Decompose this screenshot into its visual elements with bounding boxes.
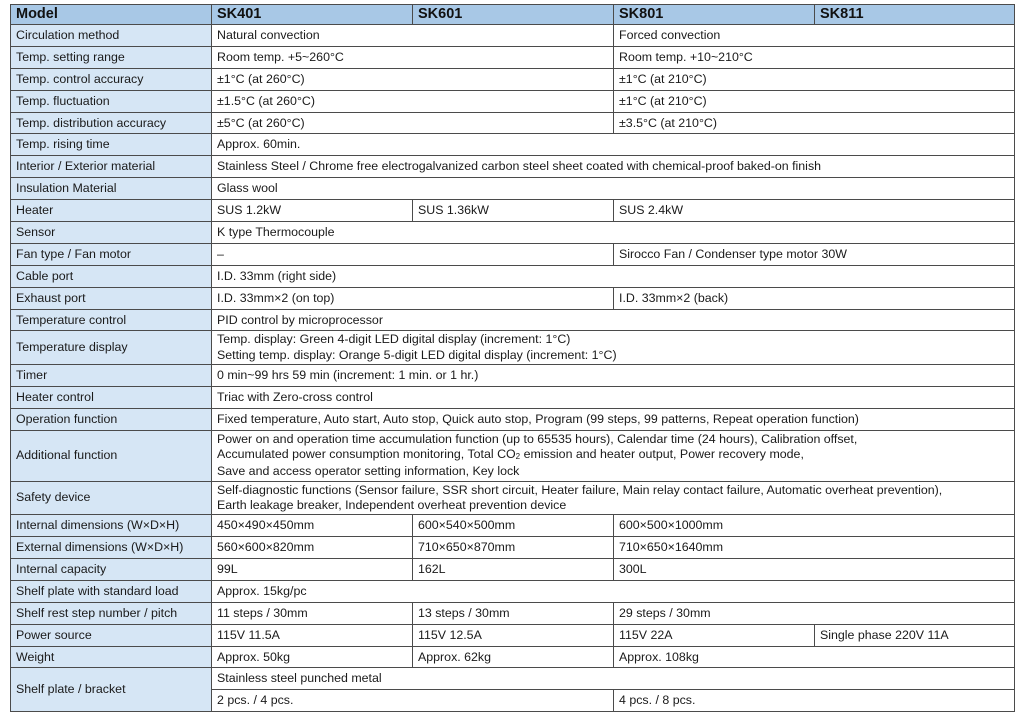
cell-line: Temp. display: Green 4-digit LED digital display (increment: 1°C)	[217, 332, 571, 347]
header-model-sk811: SK811	[815, 5, 1015, 25]
cell-value: 115V 11.5A	[212, 624, 413, 646]
cell-value: Approx. 62kg	[413, 646, 614, 668]
row-label: Temp. distribution accuracy	[11, 112, 212, 134]
header-model-label: Model	[11, 5, 212, 25]
row-interior-exterior-material	[11, 156, 1015, 178]
row-label: External dimensions (W×D×H)	[11, 537, 212, 559]
cell-value: –	[212, 243, 614, 265]
cell-value: Fixed temperature, Auto start, Auto stop, Quick auto stop, Program (99 steps, 99 patterns, Repeat operation function)	[212, 408, 1015, 430]
cell-value	[212, 481, 1015, 515]
cell-value: Approx. 108kg	[614, 646, 1015, 668]
cell-value: Stainless steel punched metal	[212, 668, 1015, 690]
row-temperature-display	[11, 331, 1015, 365]
cell-value: ±3.5°C (at 210°C)	[614, 112, 1015, 134]
cell-line: Save and access operator setting information, Key lock	[217, 464, 520, 479]
row-label: Cable port	[11, 265, 212, 287]
row-fan-type	[11, 243, 1015, 265]
header-model-sk401: SK401	[212, 5, 413, 25]
row-additional-function	[11, 430, 1015, 481]
row-label: Temperature display	[11, 331, 212, 365]
cell-value: Sirocco Fan / Condenser type motor 30W	[614, 243, 1015, 265]
row-label: Circulation method	[11, 25, 212, 47]
row-circulation-method	[11, 25, 1015, 47]
cell-value: 115V 12.5A	[413, 624, 614, 646]
cell-line: Earth leakage breaker, Independent overheat prevention device	[217, 497, 567, 512]
row-temperature-control	[11, 309, 1015, 331]
cell-value: 300L	[614, 559, 1015, 581]
cell-value: 600×540×500mm	[413, 515, 614, 537]
row-insulation-material	[11, 178, 1015, 200]
row-heater-control	[11, 386, 1015, 408]
cell-value	[212, 331, 1015, 365]
cell-value: 162L	[413, 559, 614, 581]
row-label: Operation function	[11, 408, 212, 430]
cell-line: Accumulated power consumption monitoring, Total CO	[217, 447, 516, 462]
cell-value: Approx. 15kg/pc	[212, 580, 1015, 602]
cell-value: 2 pcs. / 4 pcs.	[212, 690, 614, 712]
header-row	[11, 5, 1015, 25]
cell-value: ±1°C (at 210°C)	[614, 68, 1015, 90]
cell-value: 710×650×1640mm	[614, 537, 1015, 559]
row-label: Interior / Exterior material	[11, 156, 212, 178]
cell-value: Room temp. +5~260°C	[212, 46, 614, 68]
cell-value: 710×650×870mm	[413, 537, 614, 559]
row-label: Insulation Material	[11, 178, 212, 200]
cell-value: 560×600×820mm	[212, 537, 413, 559]
row-label: Shelf rest step number / pitch	[11, 602, 212, 624]
cell-value: 0 min~99 hrs 59 min (increment: 1 min. or 1 hr.)	[212, 365, 1015, 387]
cell-value: 600×500×1000mm	[614, 515, 1015, 537]
cell-value	[212, 430, 1015, 481]
row-label: Heater control	[11, 386, 212, 408]
row-label: Internal capacity	[11, 559, 212, 581]
cell-value: K type Thermocouple	[212, 222, 1015, 244]
cell-value: I.D. 33mm×2 (on top)	[212, 287, 614, 309]
cell-value: SUS 1.36kW	[413, 200, 614, 222]
cell-value: Natural convection	[212, 25, 614, 47]
row-internal-dimensions	[11, 515, 1015, 537]
cell-value: Approx. 60min.	[212, 134, 1015, 156]
cell-line: Power on and operation time accumulation function (up to 65535 hours), Calendar time (24 hours), Calibration offset,	[217, 431, 858, 446]
row-temp-control-accuracy	[11, 68, 1015, 90]
row-label: Weight	[11, 646, 212, 668]
cell-value: SUS 2.4kW	[614, 200, 1015, 222]
row-label: Heater	[11, 200, 212, 222]
row-label: Temp. setting range	[11, 46, 212, 68]
cell-value: ±1°C (at 210°C)	[614, 90, 1015, 112]
cell-value: PID control by microprocessor	[212, 309, 1015, 331]
row-label: Temperature control	[11, 309, 212, 331]
cell-value: ±1°C (at 260°C)	[212, 68, 614, 90]
subscript: 2	[515, 452, 521, 462]
cell-value: I.D. 33mm×2 (back)	[614, 287, 1015, 309]
row-label: Temp. rising time	[11, 134, 212, 156]
row-label: Internal dimensions (W×D×H)	[11, 515, 212, 537]
cell-value: Forced convection	[614, 25, 1015, 47]
spec-table	[10, 4, 1015, 712]
row-label: Exhaust port	[11, 287, 212, 309]
row-label: Fan type / Fan motor	[11, 243, 212, 265]
cell-value: Room temp. +10~210°C	[614, 46, 1015, 68]
row-safety-device	[11, 481, 1015, 515]
row-temp-setting-range	[11, 46, 1015, 68]
cell-value: 13 steps / 30mm	[413, 602, 614, 624]
row-shelf-standard-load	[11, 580, 1015, 602]
row-timer	[11, 365, 1015, 387]
cell-value: 29 steps / 30mm	[614, 602, 1015, 624]
row-sensor	[11, 222, 1015, 244]
cell-value: 4 pcs. / 8 pcs.	[614, 690, 1015, 712]
row-temp-distribution-accuracy	[11, 112, 1015, 134]
row-label: Shelf plate / bracket	[11, 668, 212, 712]
row-label: Temp. control accuracy	[11, 68, 212, 90]
cell-value: 115V 22A	[614, 624, 815, 646]
cell-value: Stainless Steel / Chrome free electrogalvanized carbon steel sheet coated with chemical-proof baked-on finish	[212, 156, 1015, 178]
header-model-sk601: SK601	[413, 5, 614, 25]
row-operation-function	[11, 408, 1015, 430]
row-heater	[11, 200, 1015, 222]
cell-value: ±5°C (at 260°C)	[212, 112, 614, 134]
row-shelf-rest-steps	[11, 602, 1015, 624]
row-weight	[11, 646, 1015, 668]
row-cable-port	[11, 265, 1015, 287]
row-temp-fluctuation	[11, 90, 1015, 112]
cell-value: Triac with Zero-cross control	[212, 386, 1015, 408]
row-label: Additional function	[11, 430, 212, 481]
header-model-sk801: SK801	[614, 5, 815, 25]
cell-value: Glass wool	[212, 178, 1015, 200]
row-label: Power source	[11, 624, 212, 646]
row-exhaust-port	[11, 287, 1015, 309]
row-power-source	[11, 624, 1015, 646]
cell-value: ±1.5°C (at 260°C)	[212, 90, 614, 112]
cell-value: 450×490×450mm	[212, 515, 413, 537]
cell-line: Self-diagnostic functions (Sensor failure, SSR short circuit, Heater failure, Main relay contact failure, Automatic overheat prevention),	[217, 482, 943, 497]
row-label: Sensor	[11, 222, 212, 244]
row-label: Safety device	[11, 481, 212, 515]
cell-value: 11 steps / 30mm	[212, 602, 413, 624]
row-temp-rising-time	[11, 134, 1015, 156]
cell-line: emission and heater output, Power recovery mode,	[520, 447, 804, 462]
row-internal-capacity	[11, 559, 1015, 581]
cell-value: I.D. 33mm (right side)	[212, 265, 1015, 287]
row-label: Temp. fluctuation	[11, 90, 212, 112]
row-label: Shelf plate with standard load	[11, 580, 212, 602]
row-label: Timer	[11, 365, 212, 387]
cell-value: 99L	[212, 559, 413, 581]
row-shelf-plate-bracket	[11, 668, 1015, 690]
cell-value: Single phase 220V 11A	[815, 624, 1015, 646]
cell-value: Approx. 50kg	[212, 646, 413, 668]
cell-line: Setting temp. display: Orange 5-digit LED digital display (increment: 1°C)	[217, 347, 617, 362]
cell-value: SUS 1.2kW	[212, 200, 413, 222]
row-external-dimensions	[11, 537, 1015, 559]
